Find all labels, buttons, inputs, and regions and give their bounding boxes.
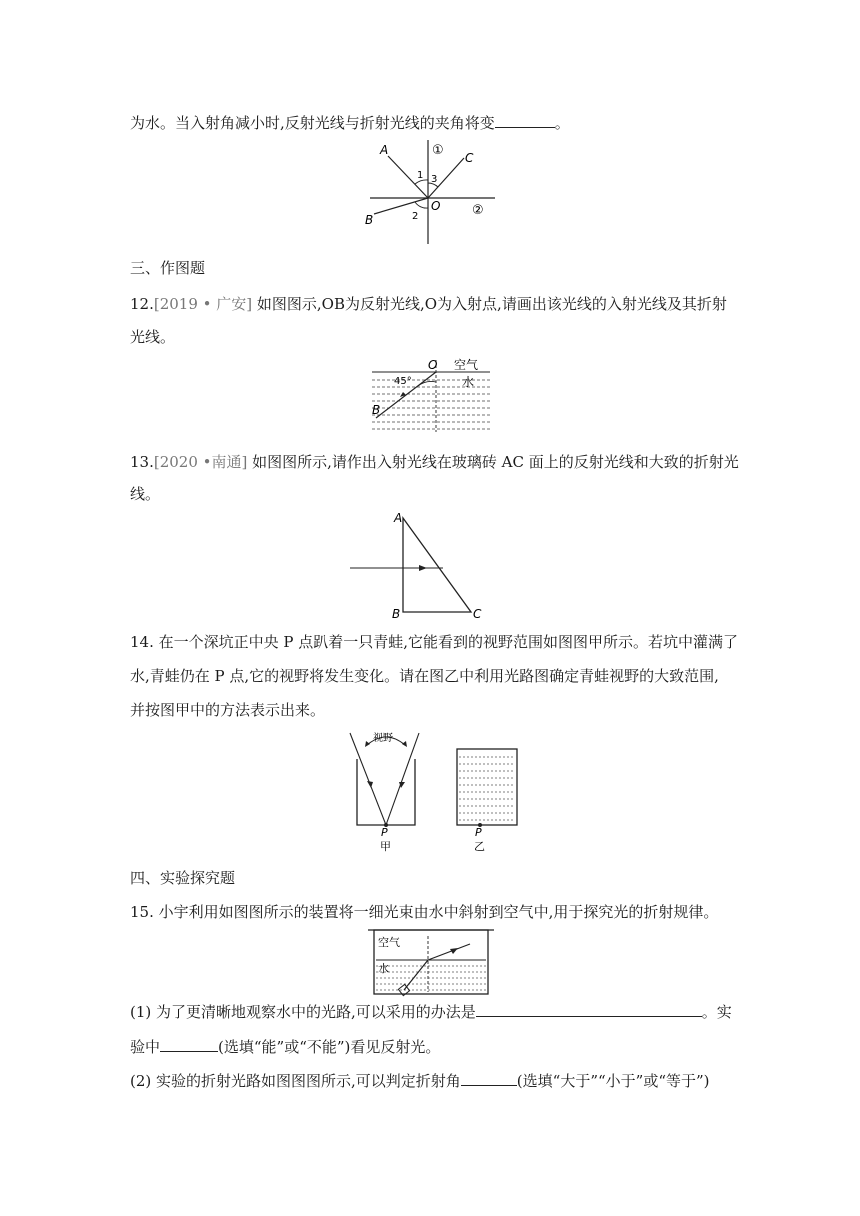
label-p-jia: P xyxy=(381,826,388,839)
q15-part1-line-1 xyxy=(130,1002,732,1022)
q14-line-2: 水,青蛙仍在 P 点,它的视野将发生变化。请在图乙中利用光路图确定青蛙视野的大致范围, xyxy=(130,667,719,685)
q15-part1-blank-1[interactable] xyxy=(476,1002,702,1017)
q13-number: 13. xyxy=(130,453,154,471)
label-a: A xyxy=(394,511,403,525)
medium-2-label: ② xyxy=(472,203,484,218)
angle-2: 2 xyxy=(412,211,419,222)
q13-line-2: 线。 xyxy=(130,485,161,503)
q15-figure xyxy=(366,926,496,998)
q13-text-1: 如图图所示,请作出入射光线在玻璃砖 AC 面上的反射光线和大致的折射光 xyxy=(247,453,739,471)
q11-line xyxy=(130,113,570,133)
label-o: O xyxy=(431,199,441,213)
q14-figure xyxy=(345,727,525,855)
q15-line-1: 15. 小宇利用如图图所示的装置将一细光束由水中斜射到空气中,用于探究光的折射规律。 xyxy=(130,903,719,921)
label-a: A xyxy=(380,143,389,157)
q14-line-3: 并按图甲中的方法表示出来。 xyxy=(130,701,326,719)
q14-line-1: 14. 在一个深坑正中央 P 点趴着一只青蛙,它能看到的视野范围如图图甲所示。若坑中灌满了 xyxy=(130,633,739,651)
q15-part1-text: (1) 为了更清晰地观察水中的光路,可以采用的办法是 xyxy=(130,1003,476,1021)
label-water: 水 xyxy=(378,962,389,975)
section-4-heading: 四、实验探究题 xyxy=(130,869,236,887)
label-jia: 甲 xyxy=(380,840,391,853)
q15-part1-blank-2[interactable] xyxy=(160,1037,218,1052)
label-angle-45: 45° xyxy=(394,376,412,387)
q15-part1-text-end: 。实 xyxy=(701,1003,732,1021)
label-b: B xyxy=(365,213,374,227)
q15-part2-text-end: (选填“大于”“小于”或“等于”) xyxy=(516,1072,710,1090)
q13-line-1 xyxy=(130,452,739,472)
angle-1: 1 xyxy=(417,170,424,181)
q12-line-1 xyxy=(130,294,727,314)
q15-part2-text: (2) 实验的折射光路如图图图所示,可以判定折射角 xyxy=(130,1072,461,1090)
q11-figure xyxy=(360,138,500,248)
label-b: B xyxy=(372,403,381,417)
medium-1-label: ① xyxy=(432,143,444,158)
label-yi: 乙 xyxy=(474,840,485,853)
label-o: O xyxy=(428,358,438,372)
q12-figure xyxy=(370,356,492,436)
label-view: 视野 xyxy=(373,733,393,744)
q15-part2-blank[interactable] xyxy=(461,1071,517,1086)
label-c: C xyxy=(473,607,482,621)
angle-3: 3 xyxy=(431,174,438,185)
q11-blank[interactable] xyxy=(495,113,555,128)
q12-source: [2019 • 广安] xyxy=(153,295,253,313)
section-3-heading: 三、作图题 xyxy=(130,259,206,277)
label-air: 空气 xyxy=(454,358,479,372)
q15-part1-text-2: 验中 xyxy=(130,1038,161,1056)
q15-part1-text-3: (选填“能”或“不能”)看见反射光。 xyxy=(218,1038,441,1056)
label-air: 空气 xyxy=(378,936,400,949)
q12-line-2: 光线。 xyxy=(130,328,176,346)
q12-number: 12. xyxy=(130,295,154,313)
label-c: C xyxy=(465,151,474,165)
q11-period: 。 xyxy=(554,114,570,132)
q13-figure xyxy=(345,508,495,623)
q15-part2-line xyxy=(130,1071,710,1091)
q12-text-1: 如图图示,OB为反射光线,O为入射点,请画出该光线的入射光线及其折射 xyxy=(252,295,727,313)
q13-source: [2020 •南通] xyxy=(153,453,248,471)
q11-text: 为水。当入射角减小时,反射光线与折射光线的夹角将变 xyxy=(130,114,495,132)
label-p-yi: P xyxy=(475,826,482,839)
label-water: 水 xyxy=(462,375,475,389)
q15-part1-line-2 xyxy=(130,1037,440,1057)
label-b: B xyxy=(392,607,401,621)
